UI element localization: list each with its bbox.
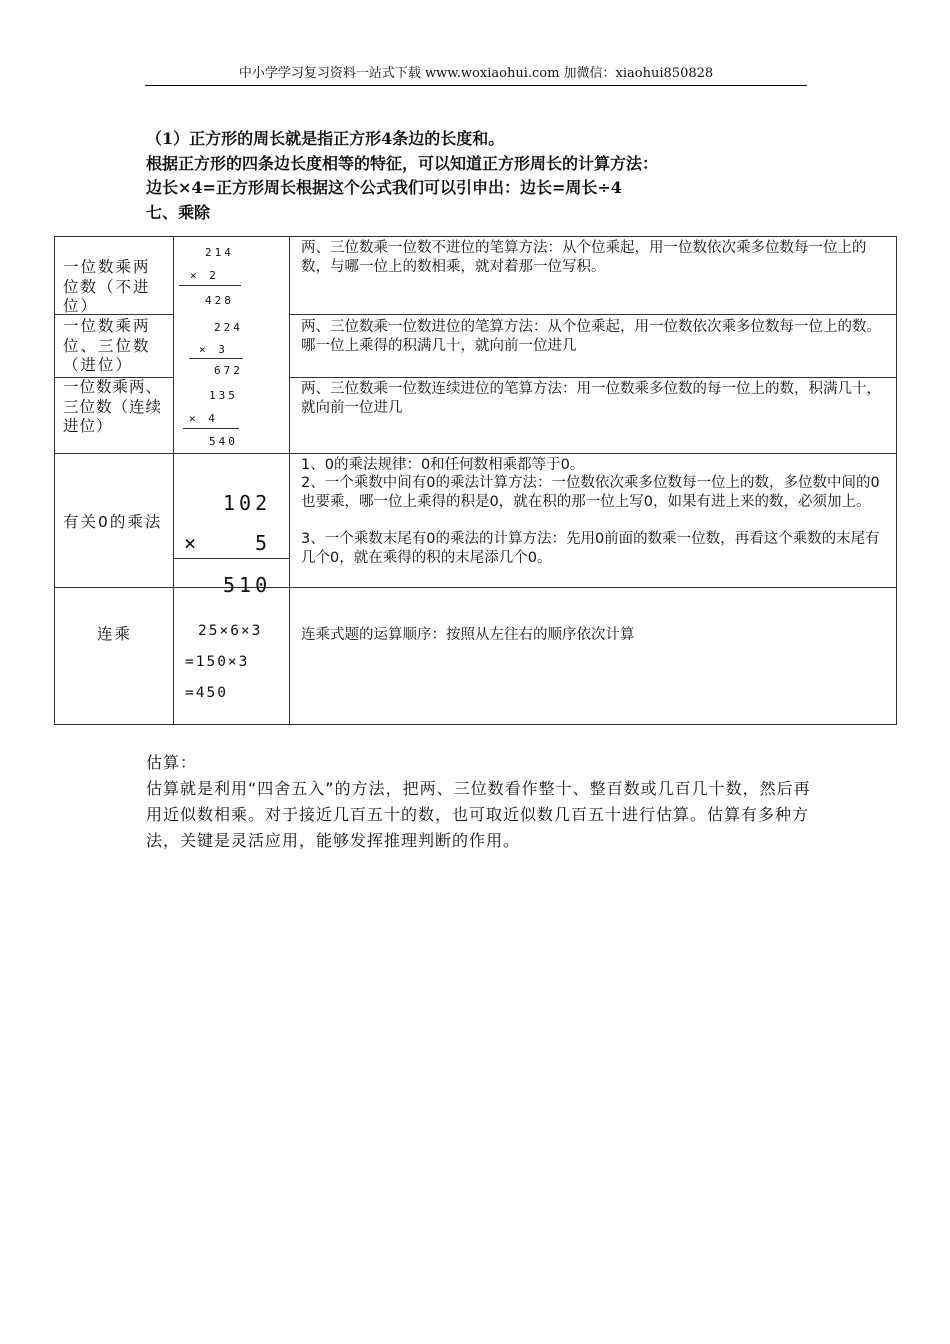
row3-calc-line: [183, 428, 239, 429]
row4-label: 有关0的乘法: [63, 513, 163, 531]
col-divider-1: [173, 237, 174, 724]
row4-calc-b2: 5: [255, 531, 272, 555]
intro-line-1: （1）正方形的周长就是指正方形4条边的长度和。: [146, 129, 505, 148]
row2-calc-c: 672: [214, 364, 243, 377]
row3-calc-b: × 4: [189, 412, 218, 425]
estimation-body: 估算就是利用“四舍五入”的方法，把两、三位数看作整十、整百数或几百几十数，然后再用近似数相乘。对于接近几百五十的数，也可取近似数几百五十进行估算。估算有多种方法，关键是灵活应用，能够发挥推理判断的作用。: [146, 779, 811, 850]
row4-calc-line: [174, 558, 289, 559]
section-heading: 七、乘除: [146, 202, 211, 222]
row4-description-1: 1、0的乘法规律：0和任何数相乘都等于0。: [301, 457, 585, 473]
row-divider-1b: [289, 314, 896, 315]
row2-calc-b: × 3: [199, 343, 228, 356]
estimation-title: 估算：: [146, 753, 198, 772]
intro-line-2: 根据正方形的四条边长度相等的特征，可以知道正方形周长的计算方法：: [146, 153, 659, 173]
row4-description-2: 2、一个乘数中间有0的乘法计算方法：一位数依次乘多位数每一位上的数，多位数中间的0也要乘，哪一位上乘得的积是0，就在积的那一位上写0，如果有进上来的数，必须加上。: [301, 475, 880, 510]
row2-description: 两、三位数乘一位数进位的笔算方法：从个位乘起，用一位数依次乘多位数每一位上的数。哪一位上乘得的积满几十，就向前一位进几: [301, 319, 881, 354]
row1-description: 两、三位数乘一位数不进位的笔算方法：从个位乘起，用一位数依次乘多位数每一位上的数，与哪一位上的数相乘，就对着那一位写积。: [301, 240, 867, 275]
intro-section: [146, 127, 846, 225]
row-divider-4: [55, 587, 896, 588]
multiplication-table: [54, 236, 897, 725]
row3-label: 一位数乘两、三位数（连续进位）: [63, 378, 163, 435]
row4-calc-b: ×: [184, 531, 201, 555]
row5-description: 连乘式题的运算顺序：按照从左往右的顺序依次计算: [301, 627, 635, 643]
row5-calc-b: =150×3: [185, 654, 250, 670]
row4-calc-c: 510: [223, 573, 272, 597]
row1-calc-b: × 2: [190, 269, 219, 282]
col-divider-2: [289, 237, 290, 724]
intro-line-3: 边长×4=正方形周长根据这个公式我们可以引申出：边长=周长÷4: [146, 178, 622, 197]
row2-label: 一位数乘两位、三位数（进位）: [63, 317, 151, 374]
row1-calc-a: 214: [205, 246, 234, 259]
row2-calc-a: 224: [214, 321, 243, 334]
row4-description-3: 3、一个乘数末尾有0的乘法的计算方法：先用0前面的数乘一位数，再看这个乘数的末尾有几个0，就在乘得的积的末尾添几个0。: [301, 531, 880, 566]
header-text: 中小学学习复习资料一站式下载 www.woxiaohui.com 加微信：xiaohui850828: [238, 66, 714, 81]
row1-calc-c: 428: [205, 294, 234, 307]
row2-calc-line: [189, 358, 243, 359]
row-divider-2b: [289, 377, 896, 378]
row5-calc-c: =450: [185, 685, 228, 701]
row3-calc-a: 135: [209, 389, 238, 402]
row1-calc-line: [179, 285, 241, 286]
row4-calc-a: 102: [223, 491, 272, 515]
row3-description: 两、三位数乘一位数连续进位的笔算方法：用一位数乘多位数的每一位上的数，积满几十，就向前一位进几: [301, 381, 881, 416]
estimation-section: [146, 750, 826, 854]
row1-label: 一位数乘两位数（不进位）: [63, 258, 151, 315]
row5-label: 连乘: [97, 625, 133, 643]
row5-calc-a: 25×6×3: [198, 623, 263, 639]
row3-calc-c: 540: [209, 435, 238, 448]
page-header: [145, 66, 807, 86]
row-divider-3: [55, 453, 896, 454]
